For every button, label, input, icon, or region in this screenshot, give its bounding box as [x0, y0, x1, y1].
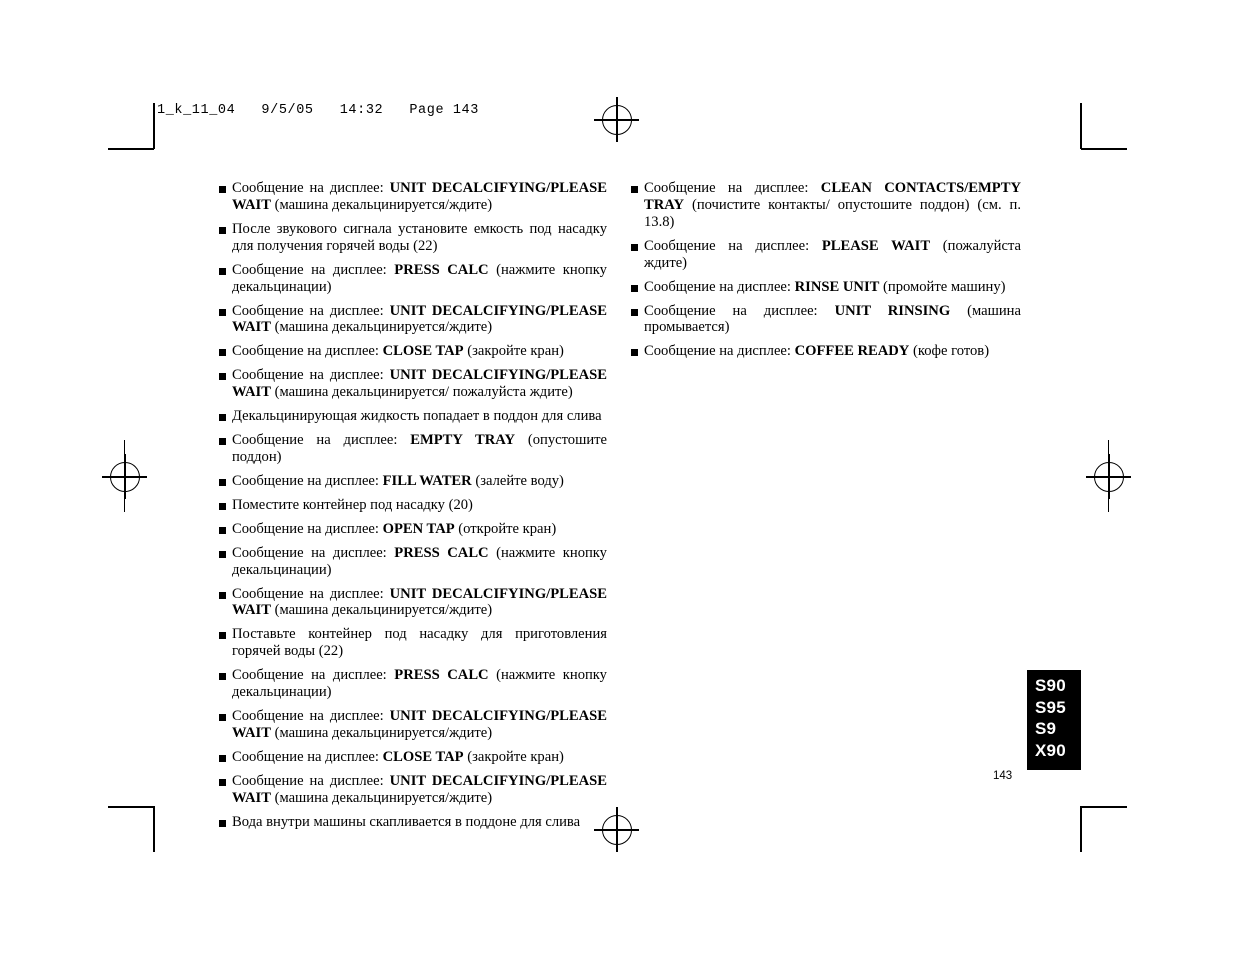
square-bullet-icon — [219, 779, 226, 786]
square-bullet-icon — [219, 755, 226, 762]
list-item-text: Сообщение на дисплее: CLOSE TAP (закройте кран) — [232, 343, 564, 360]
square-bullet-icon — [219, 673, 226, 680]
square-bullet-icon — [219, 503, 226, 510]
crop-mark-bottom-left-v — [153, 806, 155, 852]
list-item-text: Сообщение на дисплее: PRESS CALC (нажмите кнопку декальцинации) — [232, 544, 607, 578]
list-item-text: Сообщение на дисплее: UNIT DECALCIFYING/PLEASE WAIT (машина декальцинируется/ждите) — [232, 180, 607, 213]
fold-mark-left — [124, 440, 125, 512]
square-bullet-icon — [631, 186, 638, 193]
crop-mark-top-left-h — [108, 148, 154, 150]
list-item-text: Вода внутри машины скапливается в поддоне для слива — [232, 813, 581, 830]
list-item-text: Поставьте контейнер под насадку для приготовления горячей воды (22) — [232, 626, 607, 660]
list-item — [219, 586, 607, 620]
list-item — [219, 473, 607, 490]
list-item-text: Сообщение на дисплее: PLEASE WAIT (пожалуйста ждите) — [644, 237, 1021, 271]
square-bullet-icon — [219, 414, 226, 421]
square-bullet-icon — [219, 714, 226, 721]
list-item — [219, 432, 607, 466]
square-bullet-icon — [219, 227, 226, 234]
left-column — [219, 180, 607, 838]
list-item-text: Сообщение на дисплее: UNIT DECALCIFYING/PLEASE WAIT (машина декальцинируется/ждите) — [232, 772, 607, 806]
print-slug: 1_k_11_04 9/5/05 14:32 Page 143 — [157, 103, 479, 118]
list-item-text: Сообщение на дисплее: UNIT DECALCIFYING/PLEASE WAIT (машина декальцинируется/ пожалуйста ждите) — [232, 367, 607, 401]
list-item-text: Сообщение на дисплее: CLEAN CONTACTS/EMPTY TRAY (почистите контакты/ опустошите поддон) (см. п. 13.8) — [644, 180, 1021, 230]
list-item-text: Сообщение на дисплее: RINSE UNIT (промойте машину) — [644, 278, 1006, 295]
model-tab-line: S90 — [1035, 676, 1066, 695]
fold-mark-right — [1108, 440, 1109, 512]
list-item-text: Сообщение на дисплее: PRESS CALC (нажмите кнопку декальцинации) — [232, 261, 607, 295]
list-item-text: Сообщение на дисплее: OPEN TAP (откройте кран) — [232, 520, 557, 537]
list-item — [219, 343, 607, 360]
square-bullet-icon — [219, 527, 226, 534]
list-item — [219, 303, 607, 337]
list-item-text: Сообщение на дисплее: UNIT DECALCIFYING/PLEASE WAIT (машина декальцинируется/ждите) — [232, 585, 607, 619]
square-bullet-icon — [219, 632, 226, 639]
list-item — [219, 497, 607, 514]
square-bullet-icon — [219, 349, 226, 356]
square-bullet-icon — [631, 244, 638, 251]
model-tab-line: S95 — [1035, 697, 1066, 717]
list-item — [219, 521, 607, 538]
square-bullet-icon — [219, 309, 226, 316]
square-bullet-icon — [219, 186, 226, 193]
page-number: 143 — [993, 770, 1013, 782]
square-bullet-icon — [219, 373, 226, 380]
crop-mark-bottom-right-h — [1081, 806, 1127, 808]
crop-mark-top-right-v — [1080, 103, 1082, 149]
crop-mark-top-right-h — [1081, 148, 1127, 150]
list-item — [219, 180, 607, 214]
square-bullet-icon — [631, 285, 638, 292]
list-item-text: После звукового сигнала установите емкость под насадку для получения горячей воды (22) — [232, 220, 607, 254]
list-item-text: Сообщение на дисплее: PRESS CALC (нажмите кнопку декальцинации) — [232, 667, 607, 701]
right-column — [631, 180, 1021, 367]
list-item — [631, 303, 1021, 337]
model-tab-line: X90 — [1035, 740, 1066, 760]
square-bullet-icon — [219, 479, 226, 486]
list-item-text: Сообщение на дисплее: CLOSE TAP (закройте кран) — [232, 748, 564, 765]
model-tab-line: S9 — [1035, 719, 1057, 738]
list-item — [219, 408, 607, 425]
list-item — [219, 773, 607, 807]
crop-mark-bottom-left-h — [108, 806, 154, 808]
list-item — [631, 343, 1021, 360]
registration-mark-top — [602, 105, 632, 135]
list-item — [631, 238, 1021, 272]
list-item-text: Сообщение на дисплее: FILL WATER (залейте воду) — [232, 472, 564, 489]
list-item-text: Декальцинирующая жидкость попадает в поддон для слива — [232, 408, 602, 425]
square-bullet-icon — [219, 820, 226, 827]
square-bullet-icon — [631, 349, 638, 356]
square-bullet-icon — [219, 268, 226, 275]
list-item — [219, 367, 607, 401]
list-item — [219, 545, 607, 579]
list-item — [219, 221, 607, 255]
square-bullet-icon — [219, 592, 226, 599]
square-bullet-icon — [631, 309, 638, 316]
list-item — [219, 262, 607, 296]
list-item — [219, 749, 607, 766]
list-item — [219, 814, 607, 831]
list-item-text: Сообщение на дисплее: UNIT RINSING (машина промывается) — [644, 302, 1021, 336]
square-bullet-icon — [219, 551, 226, 558]
list-item — [631, 180, 1021, 231]
list-item-text: Сообщение на дисплее: UNIT DECALCIFYING/PLEASE WAIT (машина декальцинируется/ждите) — [232, 302, 607, 336]
list-item — [631, 279, 1021, 296]
list-item — [219, 708, 607, 742]
list-item — [219, 667, 607, 701]
list-item-text: Поместите контейнер под насадку (20) — [232, 496, 473, 513]
square-bullet-icon — [219, 438, 226, 445]
crop-mark-top-left-v — [153, 103, 155, 149]
crop-mark-bottom-right-v — [1080, 806, 1082, 852]
list-item-text: Сообщение на дисплее: COFFEE READY (кофе готов) — [644, 343, 990, 360]
list-item-text: Сообщение на дисплее: EMPTY TRAY (опустошите поддон) — [232, 432, 607, 465]
list-item — [219, 626, 607, 660]
model-tab — [1027, 670, 1081, 770]
list-item-text: Сообщение на дисплее: UNIT DECALCIFYING/PLEASE WAIT (машина декальцинируется/ждите) — [232, 708, 607, 741]
